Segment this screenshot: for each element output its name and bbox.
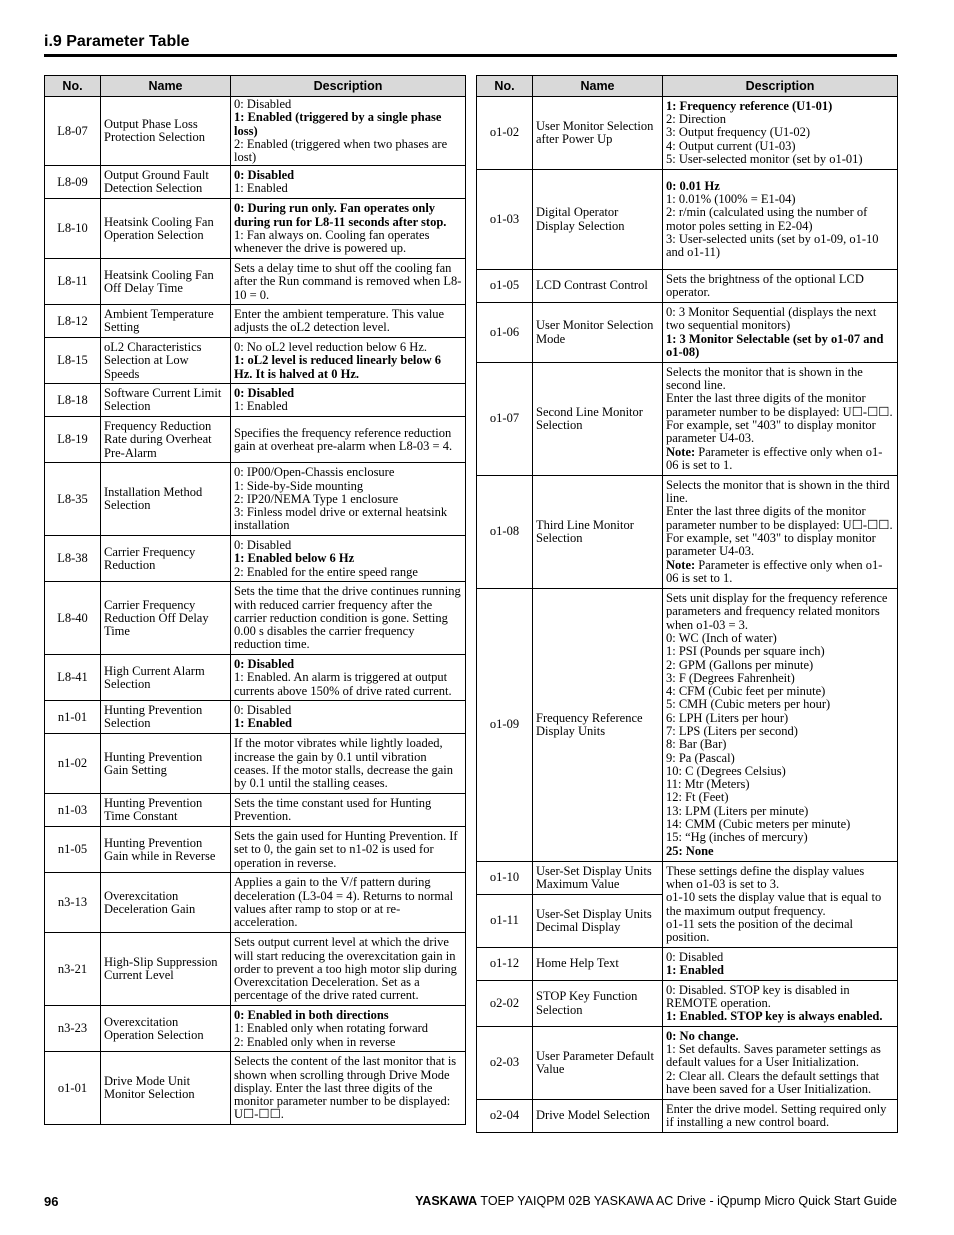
description-line: 1: Enabled. STOP key is always enabled. xyxy=(666,1009,883,1024)
param-name: Home Help Text xyxy=(533,948,663,981)
description-line: 1: 3 Monitor Selectable (set by o1-07 and o1-08) xyxy=(666,331,884,359)
param-description xyxy=(663,1100,898,1133)
param-description xyxy=(231,794,466,827)
table-row xyxy=(45,305,466,338)
table-row xyxy=(477,1100,898,1133)
param-description xyxy=(231,97,466,166)
description-line: 1: PSI (Pounds per square inch) xyxy=(666,644,825,659)
description-line: 8: Bar (Bar) xyxy=(666,737,727,752)
param-number: n1-02 xyxy=(45,734,101,794)
table-row xyxy=(45,97,466,166)
description-line: Sets the time that the drive continues running with reduced carrier frequency after the carrier reduction condition is gone. Setting 0.00 s disables the carrier frequency reduction time. xyxy=(234,584,461,652)
description-line: 1: Enabled. An alarm is triggered at output currents above 150% of drive rated current. xyxy=(234,670,452,698)
description-line: 5: CMH (Cubic meters per hour) xyxy=(666,697,831,712)
param-name: Hunting Prevention Gain while in Reverse xyxy=(101,827,231,873)
param-number: o1-12 xyxy=(477,948,533,981)
param-name: Carrier Frequency Reduction xyxy=(101,536,231,582)
param-number: o1-01 xyxy=(45,1052,101,1125)
description-line: 15: “Hg (inches of mercury) xyxy=(666,830,808,845)
description-line: 2: Enabled only when in reverse xyxy=(234,1034,396,1049)
param-number: n1-05 xyxy=(45,827,101,873)
param-name: Overexcitation Deceleration Gain xyxy=(101,873,231,933)
table-row xyxy=(45,873,466,933)
description-line: 0: Disabled xyxy=(234,703,292,718)
table-row xyxy=(45,463,466,536)
param-description xyxy=(663,476,898,589)
note-text: Parameter is effective only when o1-06 is set to 1. xyxy=(666,557,883,585)
description-line: Sets a delay time to shut off the cooling fan after the Run command is removed when L8-10 = 0. xyxy=(234,261,462,302)
param-description xyxy=(231,463,466,536)
param-name: LCD Contrast Control xyxy=(533,270,663,303)
table-row xyxy=(45,199,466,259)
note-line xyxy=(666,559,894,586)
param-number: L8-35 xyxy=(45,463,101,536)
description-line: 4: Output current (U1-03) xyxy=(666,138,796,153)
param-description xyxy=(231,1052,466,1125)
description-line: 0: 0.01 Hz xyxy=(666,178,720,193)
table-row xyxy=(477,303,898,363)
param-description xyxy=(231,933,466,1006)
param-name: Overexcitation Operation Selection xyxy=(101,1006,231,1052)
param-description xyxy=(231,384,466,417)
table-row xyxy=(477,97,898,170)
param-description xyxy=(663,862,898,948)
table-row xyxy=(45,338,466,384)
description-line: o1-11 sets the position of the decimal position. xyxy=(666,916,853,945)
param-name: Software Current Limit Selection xyxy=(101,384,231,417)
description-line: 3: Finless model drive or external heatsink installation xyxy=(234,505,448,533)
description-line: 2: r/min (calculated using the number of motor poles setting in E2-04) xyxy=(666,205,868,233)
description-line: 0: No change. xyxy=(666,1028,739,1043)
param-name: High Current Alarm Selection xyxy=(101,655,231,701)
param-description xyxy=(231,536,466,582)
table-row xyxy=(45,1052,466,1125)
description-line: 3: F (Degrees Fahrenheit) xyxy=(666,670,795,685)
param-description xyxy=(231,166,466,199)
table-row xyxy=(45,794,466,827)
description-line: Selects the content of the last monitor that is shown when scrolling through Drive Mode display. Enter the last three digits of the monitor parameter number to be displayed: U☐-☐☐. xyxy=(234,1054,457,1122)
table-header-row xyxy=(45,76,466,97)
description-line: 3: User-selected units (set by o1-09, o1-10 and o1-11) xyxy=(666,231,879,260)
param-number: o2-04 xyxy=(477,1100,533,1133)
table-row xyxy=(45,384,466,417)
param-description xyxy=(231,827,466,873)
param-number: o2-02 xyxy=(477,981,533,1027)
header-name: Name xyxy=(533,76,663,97)
param-name: User Monitor Selection Mode xyxy=(533,303,663,363)
description-line: 12: Ft (Feet) xyxy=(666,790,729,805)
description-line: o1-10 sets the display value that is equal to the maximum output frequency. xyxy=(666,890,882,918)
description-line: 0: Disabled. STOP key is disabled in REMOTE operation. xyxy=(666,982,850,1010)
param-description xyxy=(231,305,466,338)
description-line: 11: Mtr (Meters) xyxy=(666,777,750,792)
description-line: These settings define the display values when o1-03 is set to 3. xyxy=(666,863,865,891)
param-number: n3-21 xyxy=(45,933,101,1006)
param-number: o1-02 xyxy=(477,97,533,170)
description-line: Enter the drive model. Setting required only if installing a new control board. xyxy=(666,1101,887,1129)
param-description xyxy=(663,589,898,862)
param-name: High-Slip Suppression Current Level xyxy=(101,933,231,1006)
param-number: L8-15 xyxy=(45,338,101,384)
param-description xyxy=(231,417,466,463)
description-line: 0: No oL2 level reduction below 6 Hz. xyxy=(234,340,428,355)
note-label: Note: xyxy=(666,557,696,572)
description-line: Enter the ambient temperature. This value adjusts the oL2 detection level. xyxy=(234,307,445,335)
param-number: L8-19 xyxy=(45,417,101,463)
param-description xyxy=(663,981,898,1027)
table-row xyxy=(477,981,898,1027)
param-name: Installation Method Selection xyxy=(101,463,231,536)
description-line: Sets unit display for the frequency reference parameters and frequency related monitors when o1-03 = 3. xyxy=(666,591,888,632)
description-line: If the motor vibrates while lightly loaded, increase the gain by 0.1 until vibration ceases. If the motor stalls, decrease the gain by 0.1 until the stalling ceases. xyxy=(234,736,454,791)
param-name: Third Line Monitor Selection xyxy=(533,476,663,589)
param-description xyxy=(231,259,466,305)
description-line: 1: Enabled xyxy=(666,963,725,977)
param-name: Digital Operator Display Selection xyxy=(533,170,663,270)
param-number: o1-05 xyxy=(477,270,533,303)
description-line: 4: CFM (Cubic feet per minute) xyxy=(666,684,826,699)
table-row xyxy=(45,734,466,794)
description-line: 1: Enabled xyxy=(234,181,288,196)
param-description xyxy=(231,734,466,794)
table-row xyxy=(477,589,898,862)
description-line: 14: CMM (Cubic meters per minute) xyxy=(666,817,851,832)
param-description xyxy=(231,1006,466,1052)
description-line: 5: User-selected monitor (set by o1-01) xyxy=(666,151,863,166)
param-description xyxy=(663,97,898,170)
param-description xyxy=(231,655,466,701)
footer-document-title xyxy=(415,1194,897,1208)
table-row xyxy=(477,170,898,270)
header-description: Description xyxy=(231,76,466,97)
description-line: 1: Set defaults. Saves parameter settings as default values for a User Initialization. xyxy=(666,1042,881,1070)
param-name: Output Ground Fault Detection Selection xyxy=(101,166,231,199)
param-name: Drive Model Selection xyxy=(533,1100,663,1133)
description-line: 0: Enabled in both directions xyxy=(234,1008,389,1023)
param-number: n3-13 xyxy=(45,873,101,933)
description-line: Sets the gain used for Hunting Prevention. If set to 0, the gain set to n1-02 is used for operation in reverse. xyxy=(234,829,458,870)
param-number: o1-07 xyxy=(477,363,533,476)
param-name: Hunting Prevention Gain Setting xyxy=(101,734,231,794)
description-line: 1: Enabled (triggered by a single phase loss) xyxy=(234,110,442,138)
description-line: 2: GPM (Gallons per minute) xyxy=(666,657,814,672)
header-no: No. xyxy=(45,76,101,97)
param-name: Frequency Reference Display Units xyxy=(533,589,663,862)
table-row xyxy=(477,1027,898,1100)
param-number: L8-38 xyxy=(45,536,101,582)
description-line: 0: Disabled xyxy=(234,538,292,553)
param-name: Frequency Reduction Rate during Overheat Pre-Alarm xyxy=(101,417,231,463)
description-line: 9: Pa (Pascal) xyxy=(666,750,735,765)
description-line: 0: IP00/Open-Chassis enclosure xyxy=(234,465,395,480)
description-line: Specifies the frequency reference reduction gain at overheat pre-alarm when L8-03 = 4. xyxy=(234,425,453,453)
description-line: 1: Enabled xyxy=(234,716,293,731)
description-line: 0: Disabled xyxy=(666,949,724,964)
description-line: 2: Enabled for the entire speed range xyxy=(234,564,418,579)
footer-doc-text: TOEP YAIQPM 02B YASKAWA AC Drive - iQpump Micro Quick Start Guide xyxy=(477,1194,897,1208)
param-number: n1-03 xyxy=(45,794,101,827)
param-number: L8-07 xyxy=(45,97,101,166)
param-name: User-Set Display Units Decimal Display xyxy=(533,895,663,948)
param-number: L8-18 xyxy=(45,384,101,417)
description-line: Selects the monitor that is shown in the third line. xyxy=(666,477,890,506)
param-number: L8-10 xyxy=(45,199,101,259)
page-number: 96 xyxy=(44,1194,59,1209)
description-line: Sets the time constant used for Hunting Prevention. xyxy=(234,796,432,824)
note-line xyxy=(666,446,894,473)
param-name: oL2 Characteristics Selection at Low Speeds xyxy=(101,338,231,384)
description-line: 2: Direction xyxy=(666,112,727,127)
table-row xyxy=(45,417,466,463)
title-rule xyxy=(44,54,897,57)
note-text: Parameter is effective only when o1-06 is set to 1. xyxy=(666,444,883,472)
table-row xyxy=(45,655,466,701)
table-row xyxy=(45,827,466,873)
param-name: User Parameter Default Value xyxy=(533,1027,663,1100)
table-row xyxy=(45,166,466,199)
description-line: 2: Clear all. Clears the default settings that have been saved for a User Initialization. xyxy=(666,1068,880,1096)
param-description xyxy=(231,199,466,259)
table-row xyxy=(45,933,466,1006)
description-line: 7: LPS (Liters per second) xyxy=(666,724,798,738)
description-line: 1: 0.01% (100% = E1-04) xyxy=(666,191,796,206)
description-line: 3: Output frequency (U1-02) xyxy=(666,125,811,140)
param-number: L8-09 xyxy=(45,166,101,199)
description-line: Applies a gain to the V/f pattern during deceleration (L3-04 = 4). Returns to normal values after ramp to stop or at re-acceleration. xyxy=(234,875,454,930)
description-line: Sets the brightness of the optional LCD operator. xyxy=(666,271,864,299)
param-description xyxy=(663,363,898,476)
param-number: L8-11 xyxy=(45,259,101,305)
description-line: 1: Enabled below 6 Hz xyxy=(234,551,355,566)
description-line: Selects the monitor that is shown in the second line. xyxy=(666,364,863,393)
description-line: 6: LPH (Liters per hour) xyxy=(666,710,789,725)
description-line: 1: Frequency reference (U1-01) xyxy=(666,98,833,113)
page-title: i.9 Parameter Table xyxy=(44,33,190,50)
param-name: Output Phase Loss Protection Selection xyxy=(101,97,231,166)
param-number: L8-12 xyxy=(45,305,101,338)
param-description xyxy=(663,270,898,303)
param-number: n1-01 xyxy=(45,701,101,734)
description-line: Sets output current level at which the drive will start reducing the overexcitation gain in order to prevent a too high motor slip during Overexcitation Deceleration. Set as a percentage of the drive rated current. xyxy=(234,935,457,1003)
param-name: Second Line Monitor Selection xyxy=(533,363,663,476)
param-number: o1-11 xyxy=(477,895,533,948)
param-description xyxy=(663,303,898,363)
param-number: o1-06 xyxy=(477,303,533,363)
table-row xyxy=(45,582,466,655)
param-name: Drive Mode Unit Monitor Selection xyxy=(101,1052,231,1125)
param-description xyxy=(231,338,466,384)
header-name: Name xyxy=(101,76,231,97)
param-number: o2-03 xyxy=(477,1027,533,1100)
param-name: User-Set Display Units Maximum Value xyxy=(533,862,663,895)
param-description xyxy=(663,170,898,270)
description-line: 25: None xyxy=(666,843,714,858)
param-name: Heatsink Cooling Fan Off Delay Time xyxy=(101,259,231,305)
param-description xyxy=(231,701,466,734)
description-line: 0: During run only. Fan operates only during run for L8-11 seconds after stop. xyxy=(234,201,447,229)
description-line: 2: IP20/NEMA Type 1 enclosure xyxy=(234,491,399,506)
header-description: Description xyxy=(663,76,898,97)
param-number: o1-03 xyxy=(477,170,533,270)
description-line: 1: Side-by-Side mounting xyxy=(234,478,364,493)
table-row xyxy=(45,701,466,734)
param-name: Carrier Frequency Reduction Off Delay Time xyxy=(101,582,231,655)
param-description xyxy=(663,948,898,981)
param-name: Heatsink Cooling Fan Operation Selection xyxy=(101,199,231,259)
description-line: Enter the last three digits of the monitor parameter number to be displayed: U☐-☐☐. For example, set "403" to display monitor parameter U4-03. xyxy=(666,504,893,559)
table-header-row xyxy=(477,76,898,97)
table-row xyxy=(45,1006,466,1052)
description-line: Enter the last three digits of the monitor parameter number to be displayed: U☐-☐☐. For example, set "403" to display monitor parameter U4-03. xyxy=(666,391,893,446)
note-label: Note: xyxy=(666,444,696,459)
description-line: 0: Disabled xyxy=(234,657,295,672)
param-name: STOP Key Function Selection xyxy=(533,981,663,1027)
table-row xyxy=(477,476,898,589)
param-number: L8-40 xyxy=(45,582,101,655)
description-line: 0: Disabled xyxy=(234,97,292,111)
description-line: 1: Enabled only when rotating forward xyxy=(234,1021,429,1036)
param-name: Hunting Prevention Selection xyxy=(101,701,231,734)
description-line: 0: 3 Monitor Sequential (displays the next two sequential monitors) xyxy=(666,304,877,333)
header-no: No. xyxy=(477,76,533,97)
description-line: 2: Enabled (triggered when two phases are lost) xyxy=(234,136,448,165)
param-name: User Monitor Selection after Power Up xyxy=(533,97,663,170)
description-line: 1: oL2 level is reduced linearly below 6 Hz. It is halved at 0 Hz. xyxy=(234,353,442,381)
param-number: o1-08 xyxy=(477,476,533,589)
param-number: o1-10 xyxy=(477,862,533,895)
description-line: 0: Disabled xyxy=(234,168,295,183)
param-name: Ambient Temperature Setting xyxy=(101,305,231,338)
param-name: Hunting Prevention Time Constant xyxy=(101,794,231,827)
table-row xyxy=(45,259,466,305)
param-number: n3-23 xyxy=(45,1006,101,1052)
description-line: 10: C (Degrees Celsius) xyxy=(666,763,786,778)
param-description xyxy=(663,1027,898,1100)
param-number: o1-09 xyxy=(477,589,533,862)
parameter-table-left xyxy=(44,75,466,1125)
param-description xyxy=(231,873,466,933)
footer-brand: YASKAWA xyxy=(415,1194,478,1208)
parameter-table-right xyxy=(476,75,898,1133)
param-number: L8-41 xyxy=(45,655,101,701)
table-row xyxy=(477,363,898,476)
description-line: 1: Fan always on. Cooling fan operates whenever the drive is powered up. xyxy=(234,227,430,256)
description-line: 1: Enabled xyxy=(234,399,288,414)
param-description xyxy=(231,582,466,655)
table-row xyxy=(477,948,898,981)
table-row xyxy=(45,536,466,582)
description-line: 13: LPM (Liters per minute) xyxy=(666,803,809,818)
description-line: 0: WC (Inch of water) xyxy=(666,630,777,645)
table-row xyxy=(477,862,898,895)
description-line: 0: Disabled xyxy=(234,386,295,401)
table-row xyxy=(477,270,898,303)
